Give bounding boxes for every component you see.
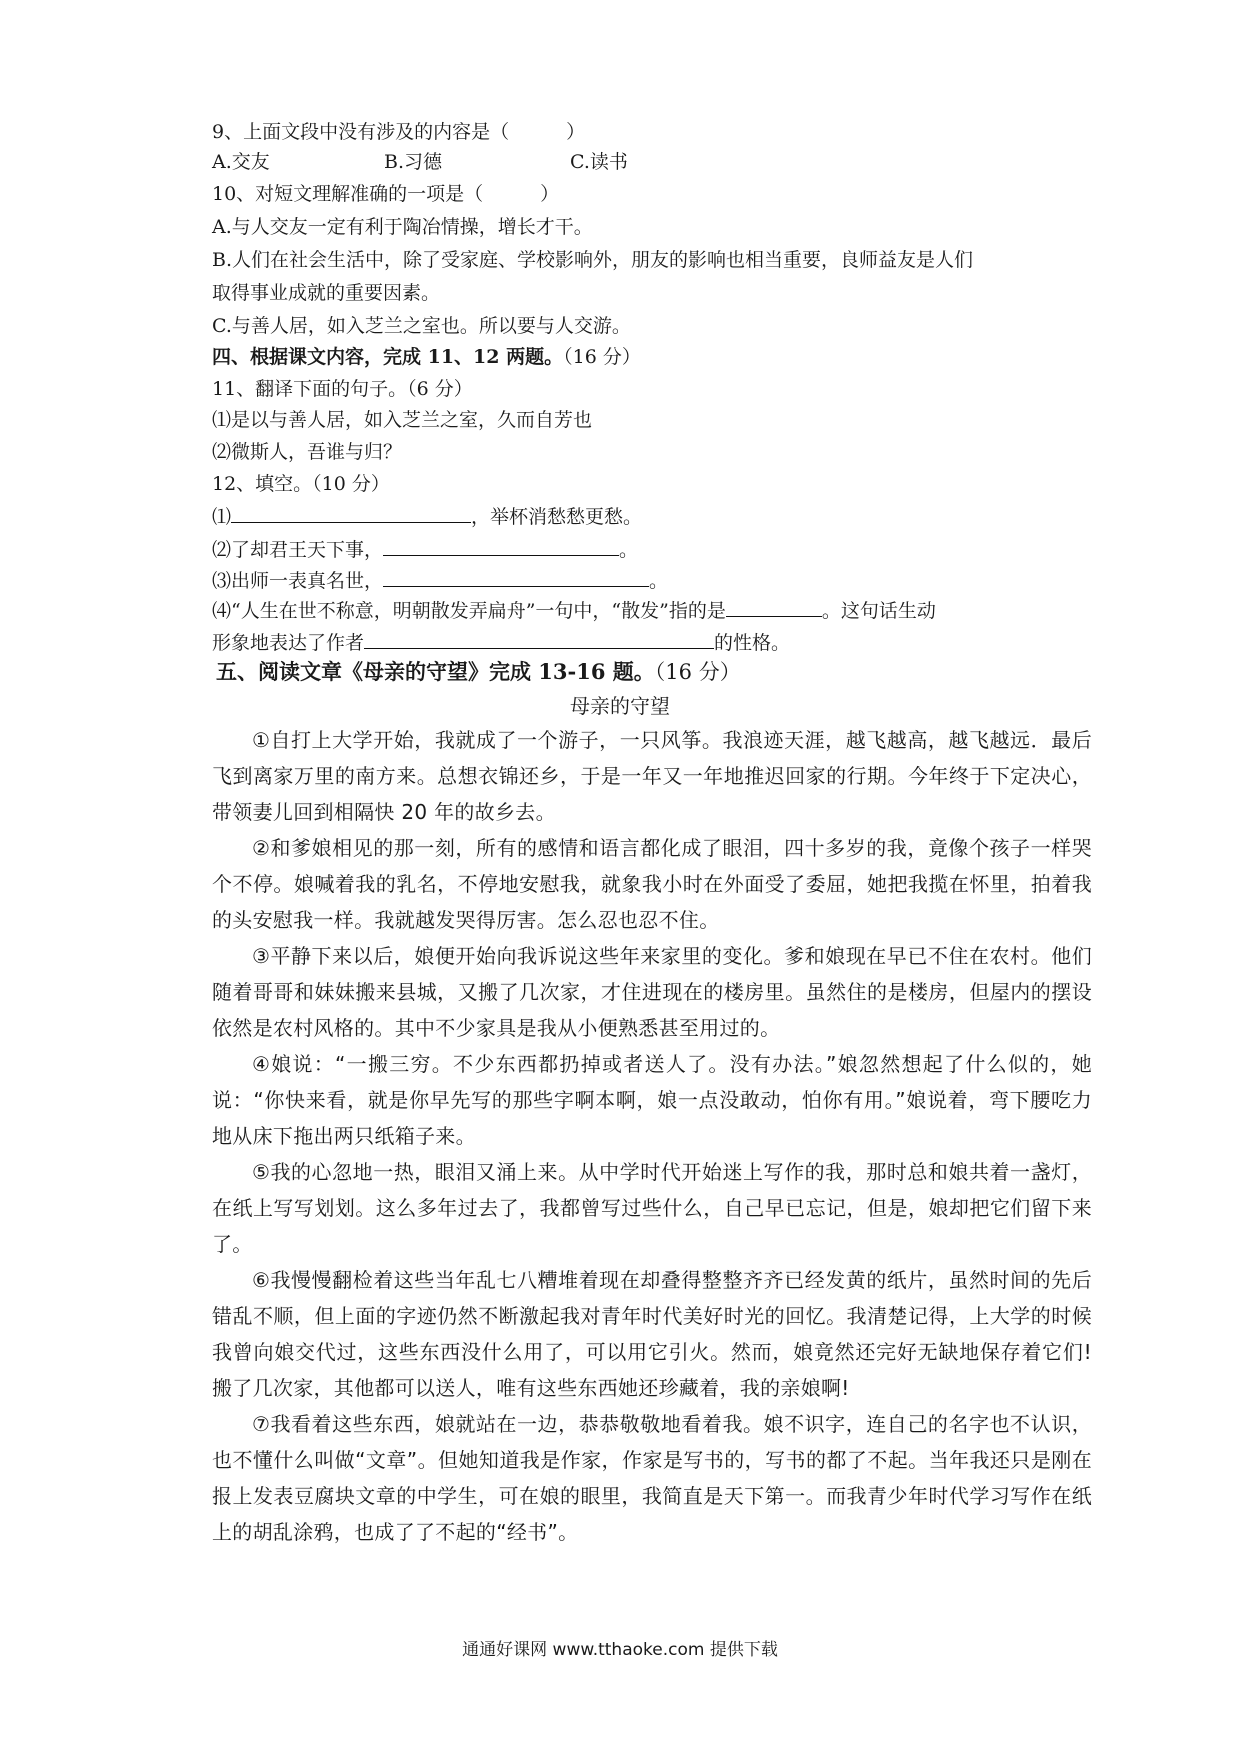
q12-fill-4-prefix: ⑷“人生在世不称意，明朝散发弄扁舟”一句中，“散发”指的是 (212, 600, 726, 622)
q10-option-b-line1: B.人们在社会生活中，除了受家庭、学校影响外，朋友的影响也相当重要，良师益友是人们 (212, 249, 974, 271)
q12-fill-1-prefix: ⑴ (212, 506, 232, 528)
answer-blank[interactable] (726, 598, 822, 617)
section5-heading (216, 660, 741, 684)
q10-option-c: C.与善人居，如入芝兰之室也。所以要与人交游。 (212, 315, 631, 337)
q12-stem: 12、填空。（10 分） (212, 473, 390, 495)
section4-heading-text: 四、根据课文内容，完成 11、12 两题。 (212, 346, 564, 368)
section4-heading (212, 345, 641, 369)
q9-option-b: B.习德 (384, 151, 443, 173)
answer-blank[interactable] (231, 504, 471, 523)
q12-fill-3-prefix: ⑶出师一表真名世， (212, 570, 384, 592)
page-footer: 通通好课网 www.tthaoke.com 提供下载 (462, 1640, 778, 1660)
q11-sentence-2: ⑵微斯人，吾谁与归？ (212, 441, 403, 463)
q12-fill-4b (212, 630, 790, 655)
q10-option-a: A.与人交友一定有利于陶冶情操，增长才干。 (212, 216, 593, 238)
q12-fill-3-suffix: 。 (649, 570, 669, 592)
answer-blank[interactable] (383, 568, 649, 587)
q12-fill-3 (212, 568, 668, 593)
q9-option-c: C.读书 (570, 151, 628, 173)
q10-option-b-line2: 取得事业成就的重要因素。 (212, 282, 441, 304)
article-paragraph: ④娘说：“一搬三穷。不少东西都扔掉或者送人了。没有办法。”娘忽然想起了什么似的，她说：“你快来看，就是你早先写的那些字啊本啊，娘一点没敢动，怕你有用。”娘说着，弯下腰吃力地从床下拖出两只纸箱子来。 (212, 1052, 1092, 1148)
q12-fill-4-suffix: 。这句话生动 (821, 600, 936, 622)
answer-blank[interactable] (364, 630, 714, 649)
q12-fill-1 (212, 504, 642, 529)
article-paragraph: ②和爹娘相见的那一刻，所有的感情和语言都化成了眼泪，四十多岁的我，竟像个孩子一样哭个不停。娘喊着我的乳名，不停地安慰我，就象我小时在外面受了委屈，她把我揽在怀里，拍着我的头安慰我一样。我就越发哭得厉害。怎么忍也忍不住。 (212, 836, 1092, 932)
q9-option-a: A.交友 (212, 151, 270, 173)
section4-score: （16 分） (563, 346, 641, 368)
q12-fill-4 (212, 598, 936, 623)
article-body (212, 722, 1092, 1550)
section5-heading-text: 五、阅读文章《母亲的守望》完成 13-16 题。 (216, 659, 655, 684)
q12-fill-4b-suffix: 的性格。 (714, 632, 791, 654)
q11-sentence-1: ⑴是以与善人居，如入芝兰之室，久而自芳也 (212, 409, 593, 431)
article-paragraph: ③平静下来以后，娘便开始向我诉说这些年来家里的变化。爹和娘现在早已不住在农村。他们随着哥哥和妹妹搬来县城，又搬了几次家，才住进现在的楼房里。虽然住的是楼房，但屋内的摆设依然是农村风格的。其中不少家具是我从小便熟悉甚至用过的。 (212, 944, 1092, 1040)
q9-stem: 9、上面文段中没有涉及的内容是（ ） (212, 121, 586, 143)
answer-blank[interactable] (383, 537, 619, 556)
q11-stem: 11、翻译下面的句子。（6 分） (212, 378, 473, 400)
section5-score: （16 分） (654, 660, 741, 684)
q12-fill-1-suffix: ，举杯消愁愁更愁。 (471, 506, 643, 528)
article-paragraph: ⑤我的心忽地一热，眼泪又涌上来。从中学时代开始迷上写作的我，那时总和娘共着一盏灯，在纸上写写划划。这么多年过去了，我都曾写过些什么，自己早已忘记，但是，娘却把它们留下来了。 (212, 1160, 1092, 1256)
q12-fill-4b-prefix: 形象地表达了作者 (212, 632, 365, 654)
article-paragraph: ①自打上大学开始，我就成了一个游子，一只风筝。我浪迹天涯，越飞越高，越飞越远．最后飞到离家万里的南方来。总想衣锦还乡，于是一年又一年地推迟回家的行期。今年终于下定决心，带领妻儿回到相隔快 20 年的故乡去。 (212, 728, 1092, 824)
article-paragraph: ⑥我慢慢翻检着这些当年乱七八糟堆着现在却叠得整整齐齐已经发黄的纸片，虽然时间的先后错乱不顺，但上面的字迹仍然不断激起我对青年时代美好时光的回忆。我清楚记得，上大学的时候我曾向娘交代过，这些东西没什么用了，可以用它引火。然而，娘竟然还完好无缺地保存着它们!搬了几次家，其他都可以送人，唯有这些东西她还珍藏着，我的亲娘啊! (212, 1268, 1092, 1400)
q12-fill-2-suffix: 。 (619, 539, 639, 561)
q12-fill-2-prefix: ⑵了却君王天下事， (212, 539, 384, 561)
q10-stem: 10、对短文理解准确的一项是（ ） (212, 183, 560, 205)
q12-fill-2 (212, 537, 638, 562)
article-title: 母亲的守望 (570, 694, 670, 718)
article-paragraph: ⑦我看着这些东西，娘就站在一边，恭恭敬敬地看着我。娘不识字，连自己的名字也不认识，也不懂什么叫做“文章”。但她知道我是作家，作家是写书的，写书的都了不起。当年我还只是刚在报上发表豆腐块文章的中学生，可在娘的眼里，我简直是天下第一。而我青少年时代学习写作在纸上的胡乱涂鸦，也成了了不起的“经书”。 (212, 1412, 1092, 1544)
